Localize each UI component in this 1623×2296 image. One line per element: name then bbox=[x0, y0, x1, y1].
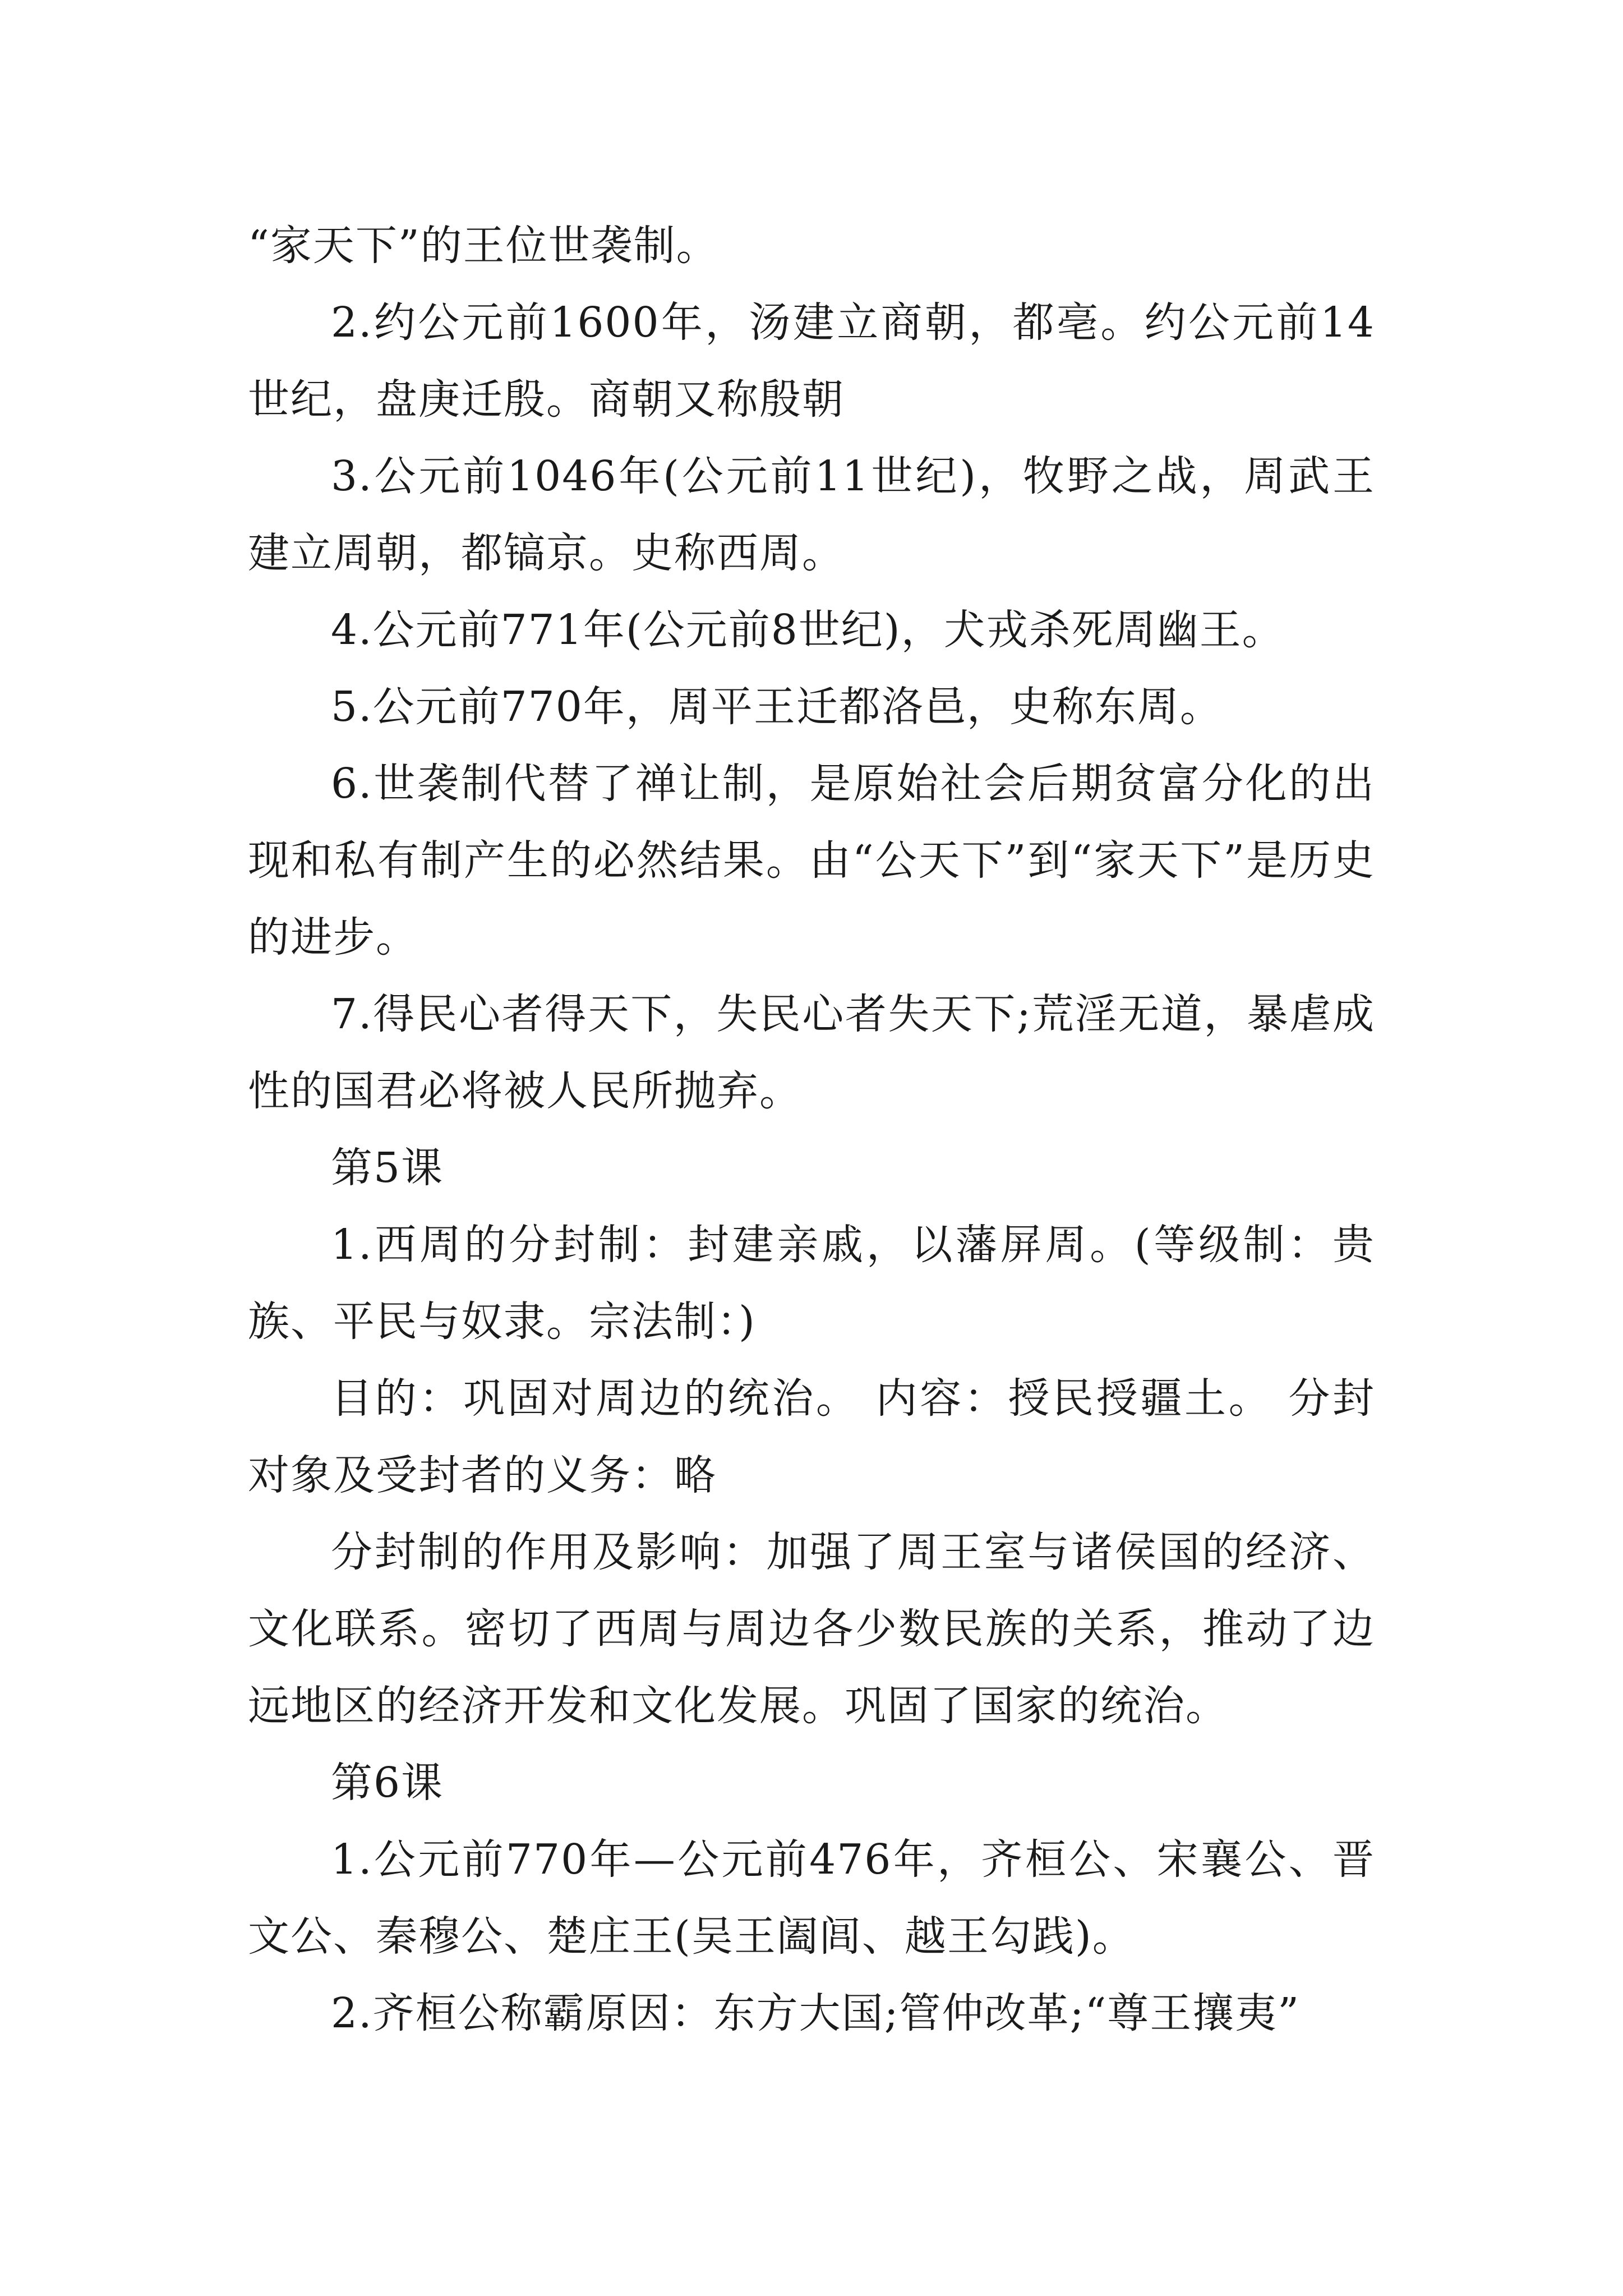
paragraph-lesson5-impact: 分封制的作用及影响：加强了周王室与诸侯国的经济、文化联系。密切了西周与周边各少数民族的关系，推动了边远地区的经济开发和文化发展。巩固了国家的统治。 bbox=[248, 1528, 1375, 1730]
paragraph-lesson6-item-2: 2.齐桓公称霸原因：东方大国;管仲改革;“尊王攘夷” bbox=[331, 1989, 1301, 2037]
document-page bbox=[248, 208, 1375, 2052]
paragraph-continuation: “家天下”的王位世袭制。 bbox=[248, 222, 719, 270]
paragraph-item-2: 2.约公元前1600年，汤建立商朝，都亳。约公元前14世纪，盘庚迁殷。商朝又称殷朝 bbox=[248, 298, 1375, 424]
lesson-heading-6: 第6课 bbox=[331, 1759, 444, 1807]
paragraph-item-4: 4.公元前771年(公元前8世纪)，犬戎杀死周幽王。 bbox=[331, 606, 1285, 654]
paragraph-lesson6-item-1: 1.公元前770年—公元前476年，齐桓公、宋襄公、晋文公、秦穆公、楚庄王(吴王阖闾、越王勾践)。 bbox=[248, 1835, 1375, 1961]
paragraph-item-7: 7.得民心者得天下，失民心者失天下;荒淫无道，暴虐成性的国君必将被人民所抛弃。 bbox=[248, 990, 1375, 1115]
paragraph-item-6: 6.世袭制代替了禅让制，是原始社会后期贫富分化的出现和私有制产生的必然结果。由“公天下”到“家天下”是历史的进步。 bbox=[248, 760, 1375, 961]
paragraph-lesson5-item-1: 1.西周的分封制：封建亲戚，以藩屏周。(等级制：贵族、平民与奴隶。宗法制：) bbox=[248, 1221, 1375, 1346]
lesson-heading-5: 第5课 bbox=[331, 1144, 444, 1192]
paragraph-item-5: 5.公元前770年，周平王迁都洛邑，史称东周。 bbox=[331, 683, 1223, 731]
paragraph-lesson5-purpose: 目的：巩固对周边的统治。 内容：授民授疆土。 分封对象及受封者的义务：略 bbox=[248, 1374, 1375, 1499]
paragraph-item-3: 3.公元前1046年(公元前11世纪)，牧野之战，周武王建立周朝，都镐京。史称西周。 bbox=[248, 452, 1375, 577]
